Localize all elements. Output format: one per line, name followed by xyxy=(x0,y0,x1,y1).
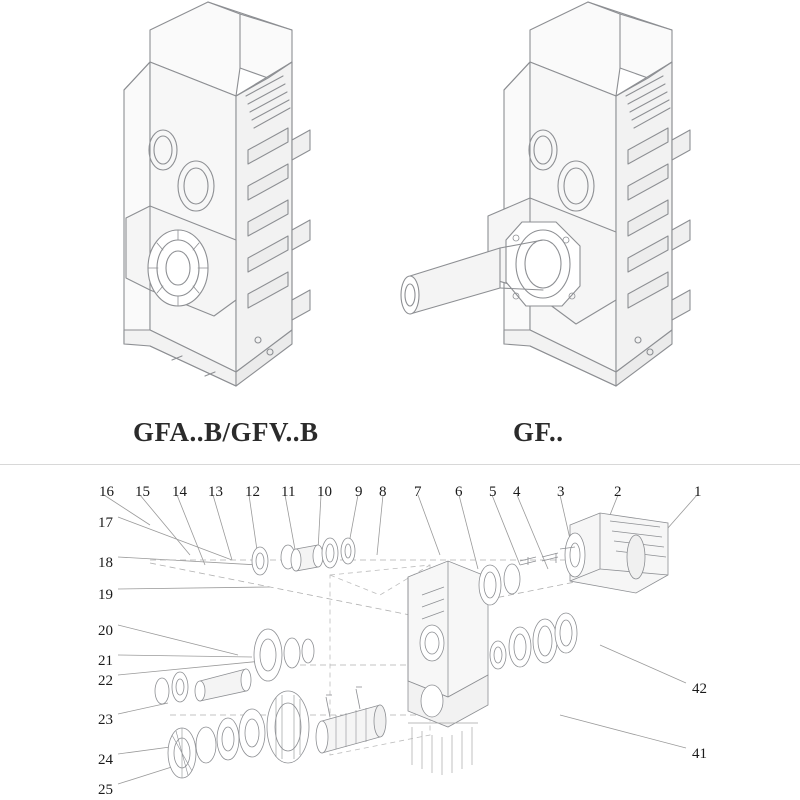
callout-11: 11 xyxy=(281,484,296,500)
callout-13: 13 xyxy=(208,484,223,500)
callout-2: 2 xyxy=(614,484,622,500)
callout-42: 42 xyxy=(692,681,707,697)
callout-19: 19 xyxy=(98,587,113,603)
gear-unit-right-drawing xyxy=(380,0,780,410)
callout-22: 22 xyxy=(98,673,113,689)
callout-6: 6 xyxy=(455,484,463,500)
callout-12: 12 xyxy=(245,484,260,500)
callout-1: 1 xyxy=(694,484,702,500)
callout-24: 24 xyxy=(98,752,113,768)
callout-15: 15 xyxy=(135,484,150,500)
callout-20: 20 xyxy=(98,623,113,639)
callout-21: 21 xyxy=(98,653,113,669)
callout-16: 16 xyxy=(99,484,114,500)
callout-17: 17 xyxy=(98,515,113,531)
callout-18: 18 xyxy=(98,555,113,571)
caption-left-unit: GFA..B/GFV..B xyxy=(133,417,319,447)
callout-8: 8 xyxy=(379,484,387,500)
callout-10: 10 xyxy=(317,484,332,500)
callout-5: 5 xyxy=(489,484,497,500)
callout-23: 23 xyxy=(98,712,113,728)
callout-25: 25 xyxy=(98,782,113,798)
exploded-diagram-art xyxy=(0,465,800,800)
callout-14: 14 xyxy=(172,484,187,500)
callout-3: 3 xyxy=(557,484,565,500)
callout-9: 9 xyxy=(355,484,363,500)
callout-4: 4 xyxy=(513,484,521,500)
callout-41: 41 xyxy=(692,746,707,762)
caption-right-unit: GF.. xyxy=(513,417,564,447)
callout-7: 7 xyxy=(414,484,422,500)
gear-unit-left-drawing xyxy=(0,0,400,410)
exploded-parts-view xyxy=(0,465,800,800)
